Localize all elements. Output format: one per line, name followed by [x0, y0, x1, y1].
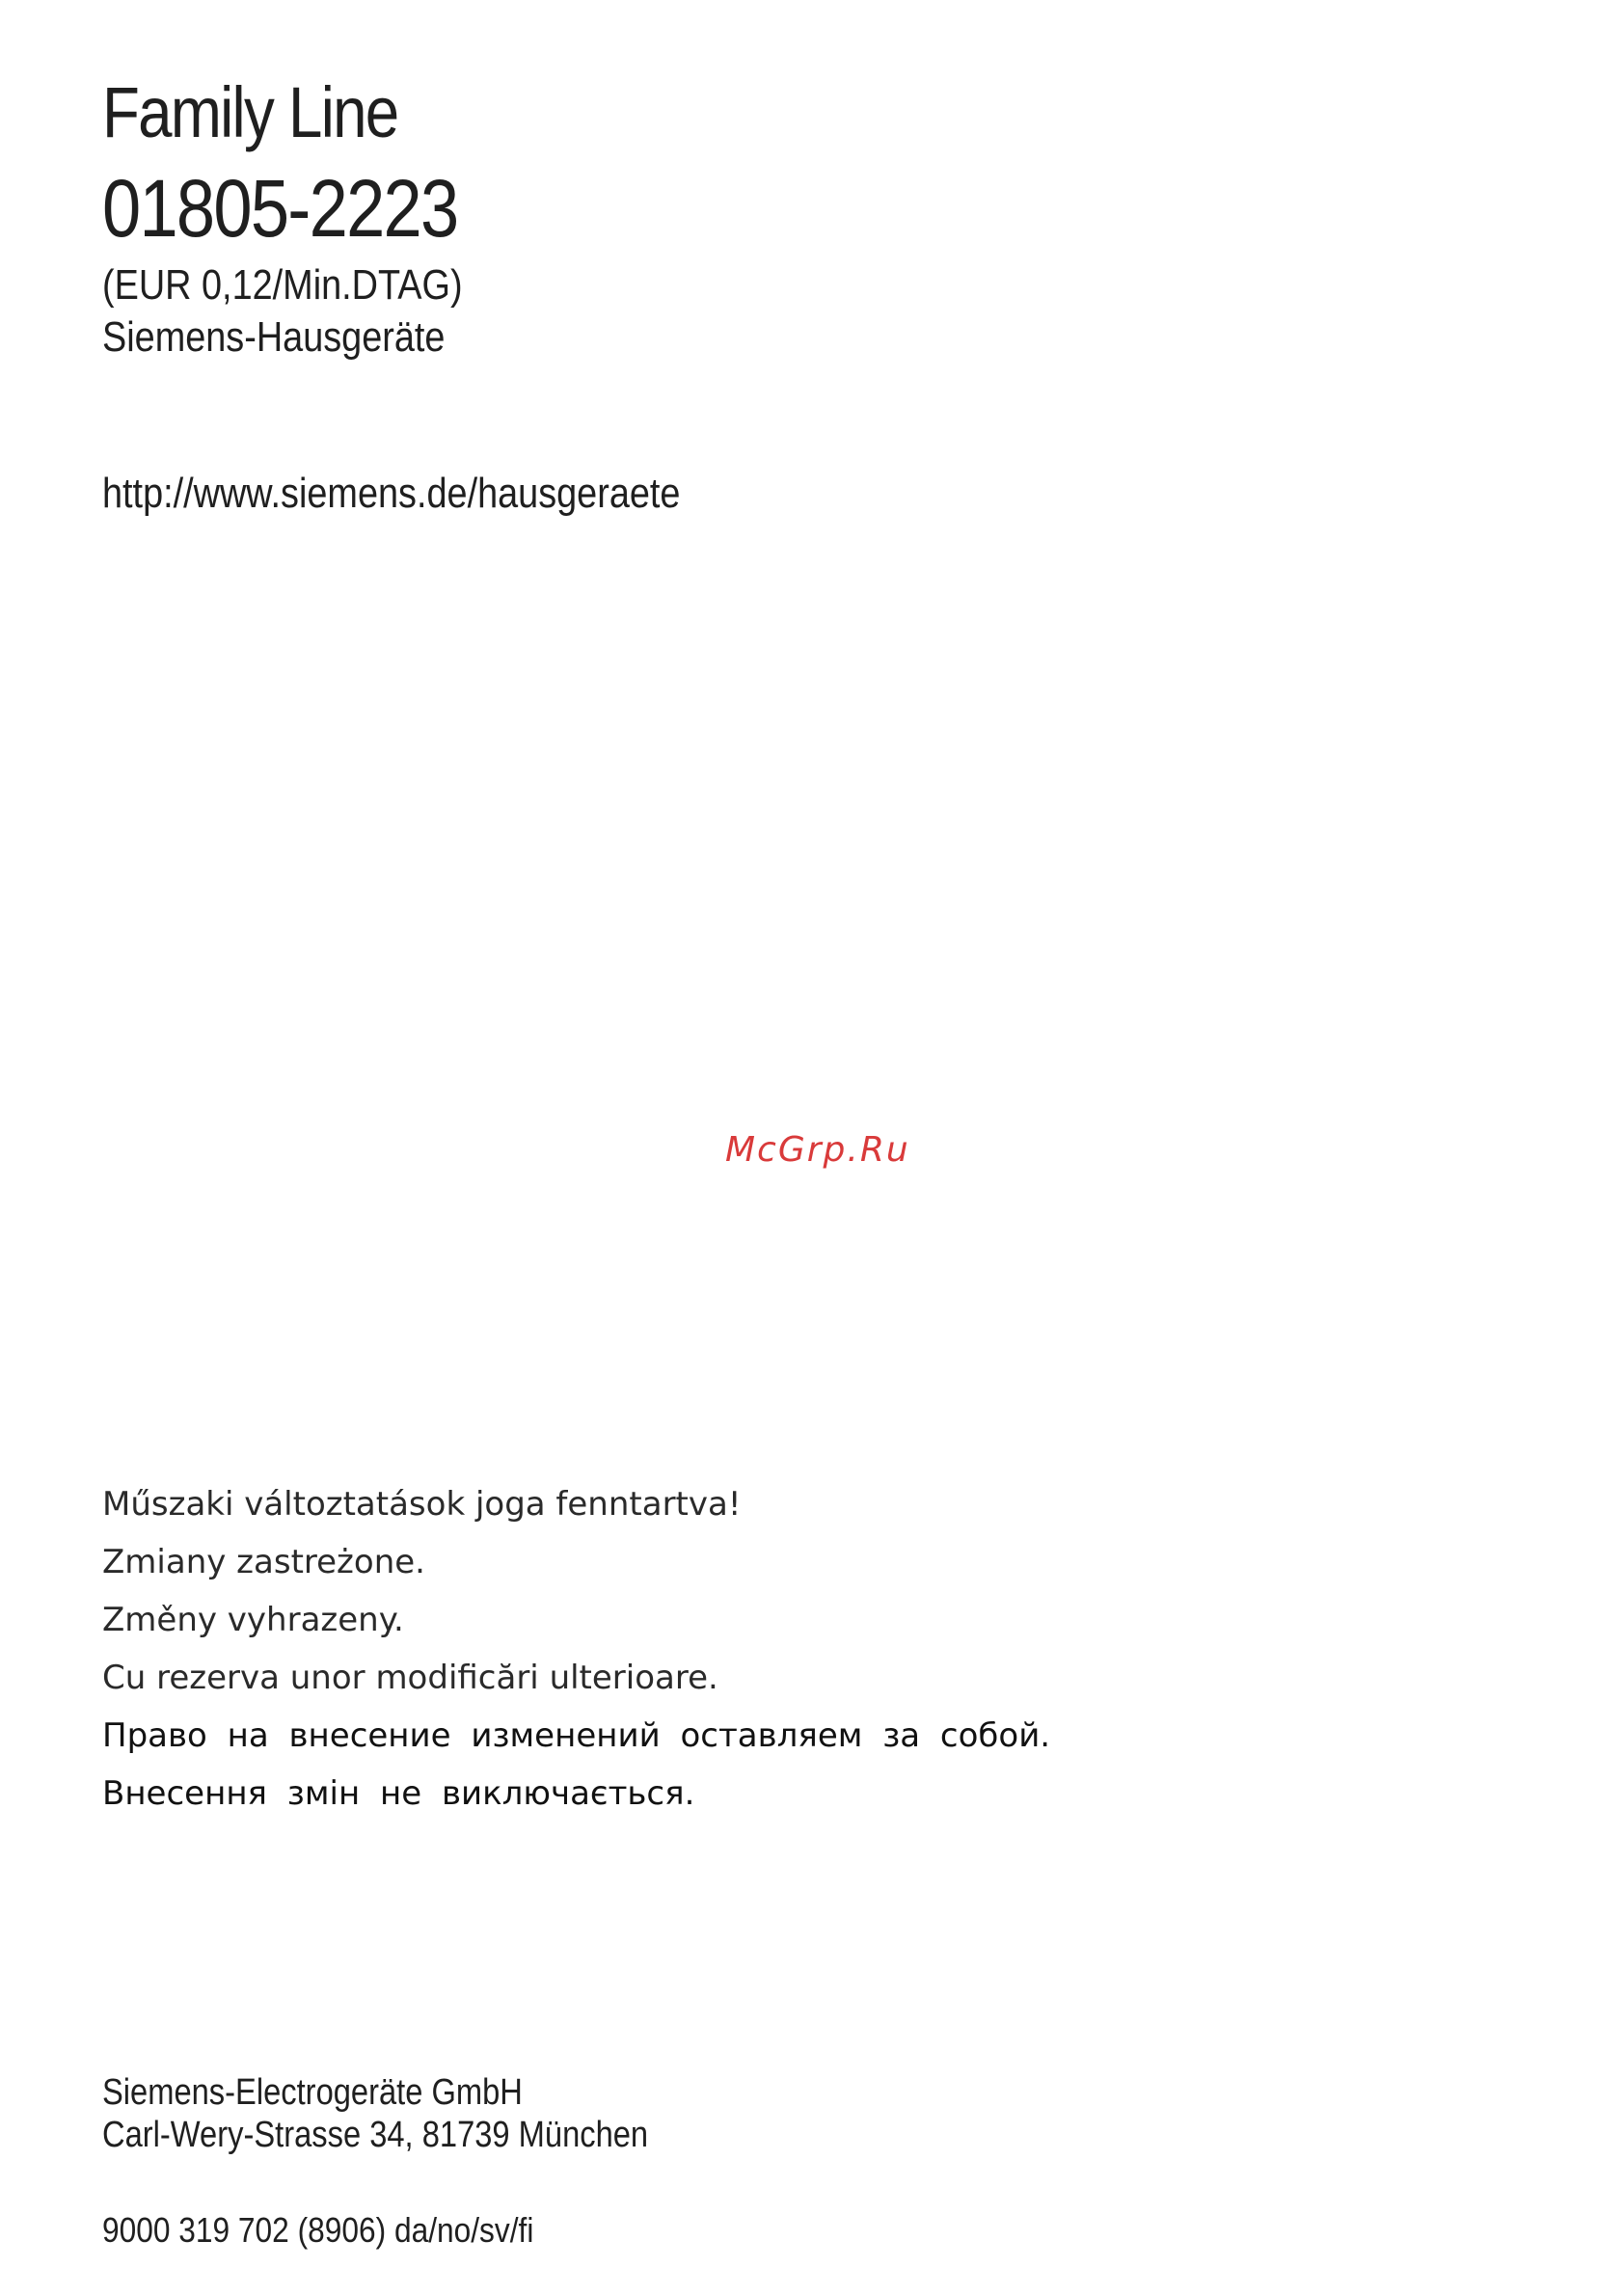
website-link[interactable]: http://www.siemens.de/hausgeraete [102, 470, 681, 517]
disclaimer-polish: Zmiany zastreżone. [102, 1543, 425, 1581]
disclaimer-ukrainian: Внесення змін не виключається. [102, 1774, 695, 1813]
street-address: Carl-Wery-Strasse 34, 81739 München [102, 2115, 649, 2155]
watermark: McGrp.Ru [725, 1130, 910, 1170]
brand-title: Family Line [102, 72, 398, 152]
brand-name: Siemens-Hausgeräte [102, 313, 446, 361]
company-address [102, 2071, 648, 2156]
disclaimer-list [102, 1475, 1050, 1822]
disclaimer-czech: Změny vyhrazeny. [102, 1601, 404, 1639]
company-name: Siemens-Electrogeräte GmbH [102, 2072, 523, 2113]
disclaimer-hungarian: Műszaki változtatások joga fenntartva! [102, 1485, 742, 1524]
disclaimer-russian: Право на внесение изменений оставляем за собой. [102, 1716, 1051, 1755]
call-rate-note: (EUR 0,12/Min.DTAG) [102, 261, 463, 309]
disclaimer-romanian: Cu rezerva unor modificări ulterioare. [102, 1659, 718, 1697]
document-code: 9000 319 702 (8906) da/no/sv/fi [102, 2210, 534, 2250]
phone-number: 01805-2223 [102, 163, 458, 254]
